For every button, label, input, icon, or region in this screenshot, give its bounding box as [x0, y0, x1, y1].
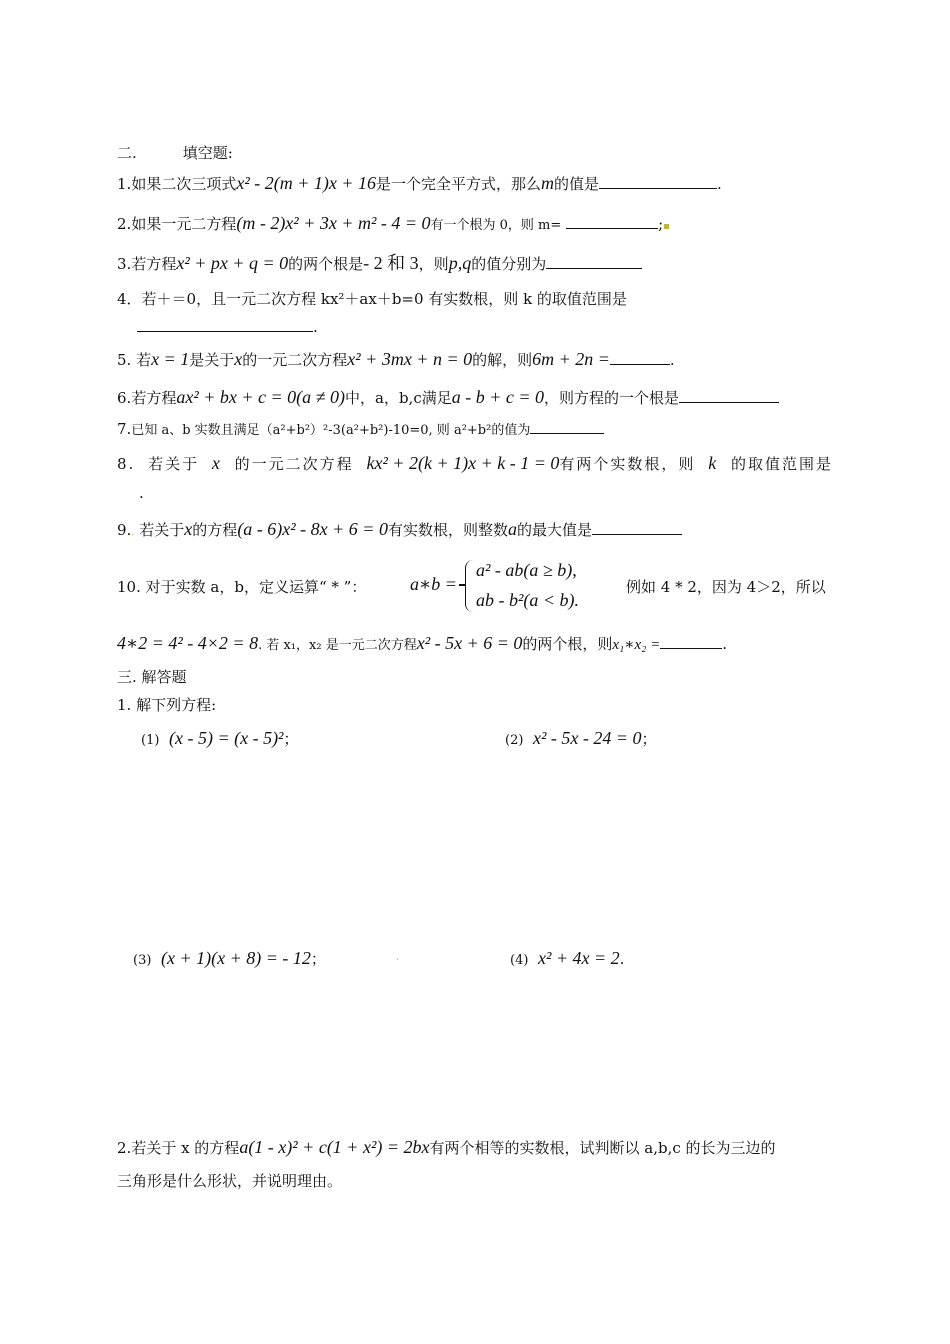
q10-ask-expression: x₁∗x₂ = [612, 637, 661, 653]
item-label: (1) [141, 733, 160, 748]
q5-expression-3: 6m + 2n = [532, 349, 610, 369]
q10-equation: x² - 5x + 6 = 0 [416, 633, 523, 653]
q4-text: 若＋＝0，且一元二次方程 kx²＋ax＋b=0 有实数根，则 k 的取值范围是 [141, 290, 627, 308]
question-4-answer-line [137, 316, 838, 338]
q10-example: 例如 4 * 2，因为 4＞2，所以 [626, 578, 826, 596]
q3-text-post: 的值分别为 [471, 255, 547, 273]
question-9 [117, 518, 838, 544]
p1-item-4 [510, 948, 624, 969]
section-2-number: 二. [117, 144, 137, 162]
q10-text: 对于实数 a，b，定义运算“ * ”： [145, 578, 367, 596]
q5-expression-1: x = 1 [151, 349, 190, 369]
q9-text-mid: 的方程 [192, 521, 238, 539]
q1-period: . [717, 175, 722, 193]
q8-text-post: 有两个实数根，则 [559, 455, 696, 473]
question-4 [117, 288, 838, 310]
item-expression: x² + 4x = 2 [537, 948, 620, 968]
question-8 [117, 452, 838, 475]
q6-number: 6. [117, 389, 132, 407]
q5-number: 5. [117, 351, 132, 369]
q5-text-mid2: 的一元二次方程 [242, 351, 348, 369]
item-end: ； [310, 950, 326, 968]
question-8-end [139, 482, 838, 504]
p2-expression: a(1 - x)² + c(1 + x²) = 2bx [239, 1137, 430, 1157]
q6-expression: ax² + bx + c = 0(a ≠ 0) [176, 387, 345, 407]
item-end: . [619, 950, 625, 968]
q5-expression-2: x² + 3mx + n = 0 [347, 349, 473, 369]
q2-text-mid: 有一个根为 0，则 m= [430, 218, 562, 233]
q9-text-post2: 的最大值是 [516, 521, 592, 539]
problem-2-line2: 三角形是什么形状，并说明理由。 [117, 1172, 343, 1190]
q5-period: . [669, 351, 675, 369]
q10-case-2: ab - b²(a < b). [476, 590, 580, 610]
question-7 [117, 418, 838, 442]
q3-roots: - 2 和 3 [363, 253, 419, 273]
q3-variables: p,q [448, 253, 472, 273]
q8-expression: kx² + 2(k + 1)x + k - 1 = 0 [366, 453, 560, 473]
q5-text-mid3: 的解，则 [472, 351, 533, 369]
q1-number: 1. [117, 175, 132, 193]
q4-number: 4． [117, 290, 142, 308]
q9-answer-blank[interactable] [592, 519, 682, 535]
q8-variable: x [211, 453, 222, 473]
q8-period: . [139, 484, 144, 502]
q2-number: 2. [117, 215, 132, 233]
q10-text-post: 的两个根，则 [522, 635, 613, 653]
q3-text: 若方程 [131, 255, 177, 273]
q9-variable: x [184, 519, 193, 539]
decor-dot: . [131, 527, 135, 538]
q7-number: 7. [117, 420, 132, 438]
q10-answer-blank[interactable] [660, 633, 722, 649]
q7-text: 已知 a、b 实数且满足（a²+b²）²-3(a²+b²)-10=0, 则 a²+b²的值为 [131, 423, 531, 438]
q2-semicolon: ; [658, 215, 664, 233]
item-label: (3) [133, 953, 152, 968]
section-3-header: 三. 解答题 [117, 668, 187, 686]
p2-text-post: 有两个相等的实数根，试判断以 a,b,c 的长为三边的 [429, 1139, 776, 1157]
question-10-line2 [117, 632, 838, 657]
section-2-label: 填空题: [182, 144, 233, 162]
p1-item-3 [133, 948, 326, 969]
q6-text: 若方程 [131, 389, 177, 407]
q10-case-1: a² - ab(a ≥ b), [476, 560, 577, 580]
q10-number: 10. [117, 578, 141, 596]
item-label: (2) [505, 733, 524, 748]
p2-text: 若关于 x 的方程 [131, 1139, 240, 1157]
q8-text: 若关于 [148, 455, 200, 473]
p1-item-1 [141, 728, 298, 749]
problem-1 [117, 694, 838, 716]
q8-variable-2: k [708, 453, 719, 473]
q5-text: 若 [136, 351, 152, 369]
q10-text-mid: . 若 x₁，x₂ 是一元二次方程 [258, 638, 417, 653]
q1-answer-blank[interactable] [599, 173, 717, 189]
decor-dot: ▪ [663, 221, 670, 232]
q5-text-mid: 是关于 [189, 351, 235, 369]
q6-expression-2: a - b + c = 0 [451, 387, 544, 407]
q3-answer-blank[interactable] [546, 253, 642, 269]
question-1 [117, 172, 838, 195]
item-expression: x² - 5x - 24 = 0 [532, 728, 642, 748]
q5-answer-blank[interactable] [610, 349, 670, 365]
q1-expression: x² - 2(m + 1)x + 16 [236, 173, 376, 193]
q1-variable: m [541, 173, 554, 193]
q10-example-expression: 4∗2 = 4² - 4×2 = 8 [117, 633, 259, 653]
q3-text-mid: 的两个根是 [288, 255, 364, 273]
q8-text-mid: 的一元二次方程 [234, 455, 354, 473]
q9-variable-2: a [507, 519, 517, 539]
q5-variable: x [234, 349, 243, 369]
p1-text: 解下列方程: [136, 696, 217, 714]
p1-number: 1. [117, 696, 132, 714]
q1-text-mid: 是一个完全平方式，那么 [375, 175, 541, 193]
question-3 [117, 252, 838, 275]
q8-text-post2: 的取值范围是 [730, 455, 833, 473]
q2-text: 如果一元二方程 [131, 215, 237, 233]
q7-answer-blank[interactable] [530, 418, 604, 434]
q6-text-mid: 中，a，b,c满足 [345, 389, 452, 407]
q1-text-post: 的值是 [554, 175, 600, 193]
item-end: ； [283, 730, 299, 748]
question-6 [117, 386, 838, 409]
q3-number: 3. [117, 255, 132, 273]
problem-2 [117, 1136, 838, 1159]
q9-text-post: 有实数根，则整数 [387, 521, 508, 539]
q2-answer-blank[interactable] [566, 213, 658, 229]
item-expression: (x - 5) = (x - 5)² [168, 728, 284, 748]
q8-number: 8. [117, 455, 136, 473]
q6-answer-blank[interactable] [679, 387, 779, 403]
q3-expression: x² + px + q = 0 [176, 253, 289, 273]
q10-operation-lhs: a∗b = [410, 574, 457, 594]
question-2 [117, 212, 838, 238]
q1-text: 如果二次三项式 [131, 175, 237, 193]
question-5 [117, 348, 838, 371]
question-10-line1 [117, 576, 366, 597]
q10-period: . [722, 635, 727, 653]
decor-dot: . [396, 952, 400, 963]
q4-answer-blank[interactable] [137, 316, 313, 332]
section-2-header [117, 142, 838, 164]
q2-expression: (m - 2)x² + 3x + m² - 4 = 0 [236, 213, 431, 233]
item-expression: (x + 1)(x + 8) = - 12 [160, 948, 311, 968]
q3-text-mid2: ，则 [418, 255, 449, 273]
p2-number: 2. [117, 1139, 132, 1157]
q9-number: 9. [117, 521, 132, 539]
q4-period: . [313, 318, 318, 336]
p1-item-2 [505, 728, 657, 749]
q6-text-post: ，则方程的一个根是 [544, 389, 680, 407]
item-label: (4) [510, 953, 529, 968]
q10-brace [465, 560, 476, 612]
q9-text: 若关于 [139, 521, 185, 539]
q9-expression: (a - 6)x² - 8x + 6 = 0 [237, 519, 388, 539]
item-end: ； [641, 730, 657, 748]
